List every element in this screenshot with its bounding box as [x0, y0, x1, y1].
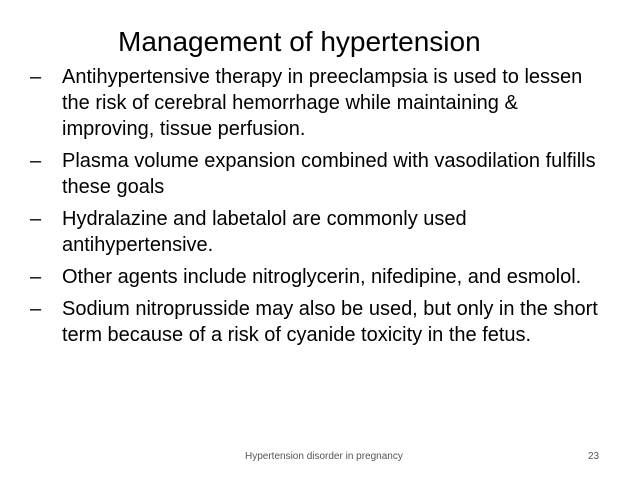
page-number: 23 — [588, 451, 600, 462]
bullet-text: Hydralazine and labetalol are commonly used antihypertensive. — [62, 208, 467, 256]
bullet-item — [30, 64, 605, 142]
footer-text: Hypertension disorder in pregnancy — [245, 451, 403, 462]
bullet-dash: – — [30, 208, 42, 230]
bullet-dash: – — [30, 66, 42, 88]
bullet-item — [30, 148, 605, 200]
bullet-item — [30, 264, 605, 290]
bullet-text: Sodium nitroprusside may also be used, but only in the short term because of a risk of cyanide toxicity in the fetus. — [62, 298, 598, 346]
bullet-text: Plasma volume expansion combined with vasodilation fulfills these goals — [62, 150, 596, 198]
bullet-dash: – — [30, 266, 42, 288]
bullet-dash: – — [30, 298, 42, 320]
bullet-list — [30, 64, 605, 354]
bullet-dash: – — [30, 150, 42, 172]
bullet-text: Other agents include nitroglycerin, nifedipine, and esmolol. — [62, 266, 582, 288]
slide-title: Management of hypertension — [118, 26, 481, 57]
bullet-text: Antihypertensive therapy in preeclampsia is used to lessen the risk of cerebral hemorrhage while maintaining & improving, tissue perfusion. — [62, 66, 583, 140]
bullet-item — [30, 296, 605, 348]
bullet-item — [30, 206, 605, 258]
